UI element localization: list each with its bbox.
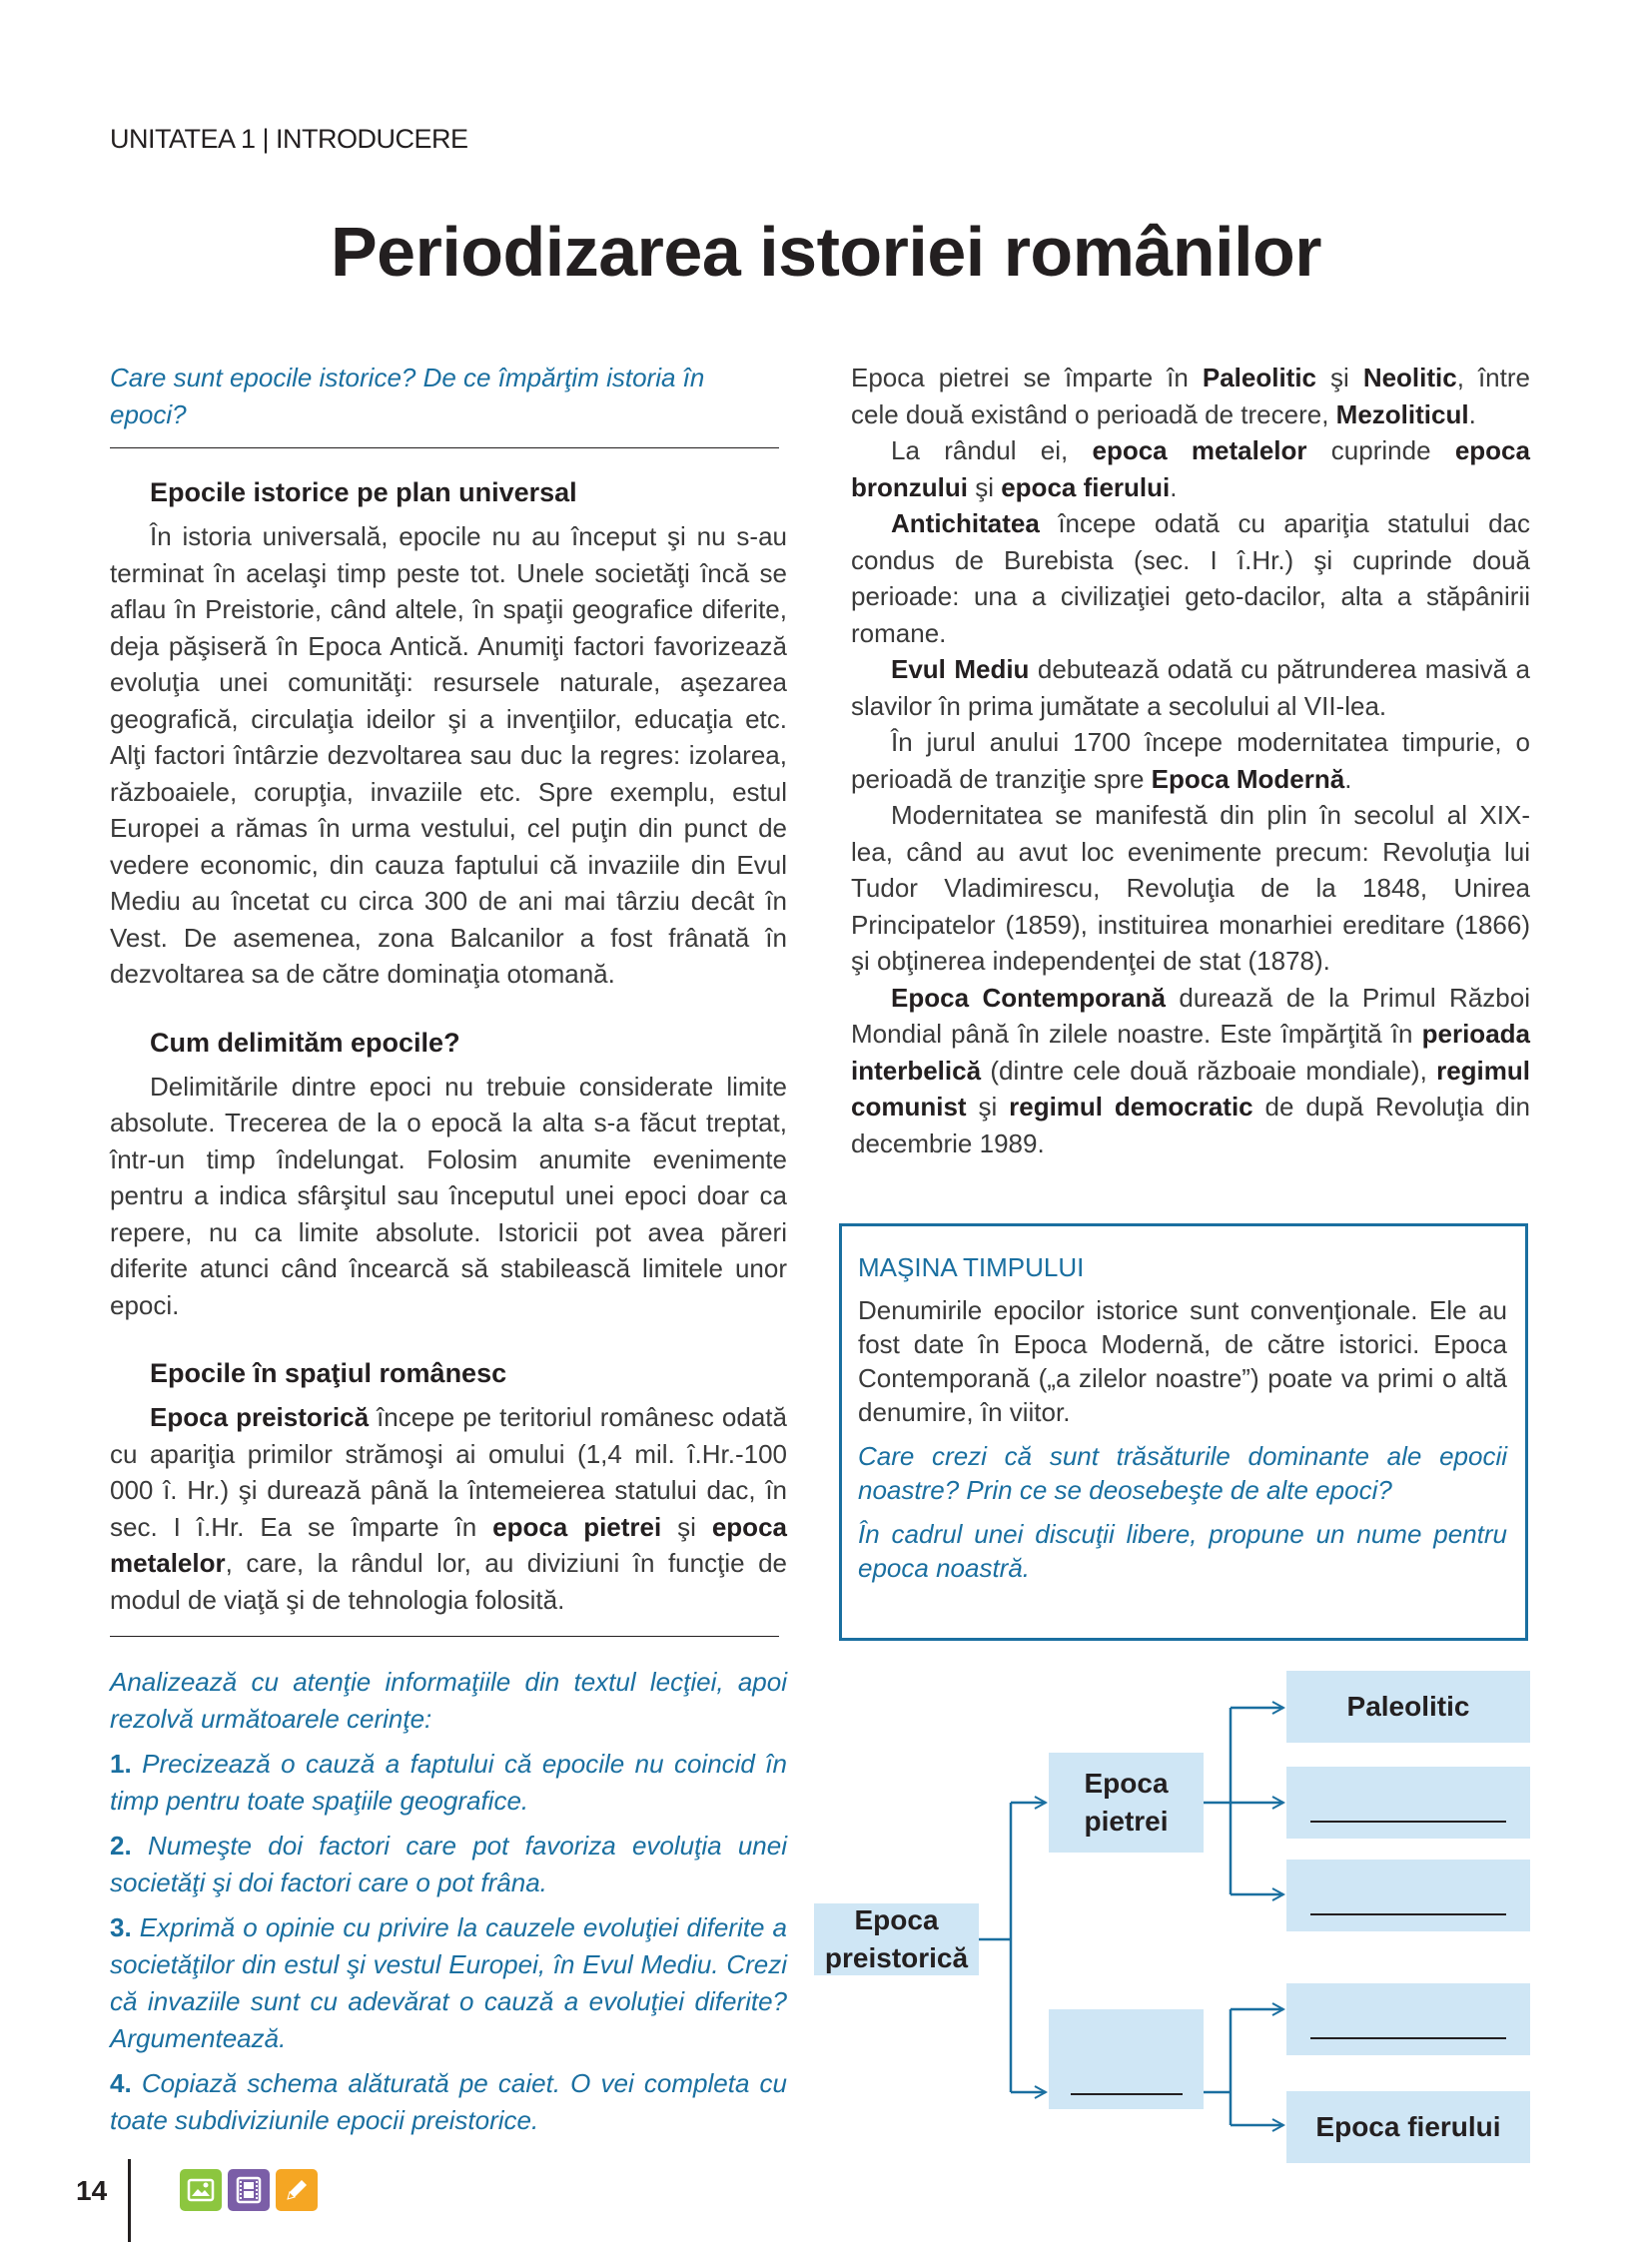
image-icon[interactable]	[180, 2169, 222, 2211]
paragraph: Evul Mediu debutează odată cu pătrunderea masivă a slavilor în prima jumătate a secolului al VII-lea.	[851, 654, 1530, 721]
intro-question: Care sunt epocile istorice? De ce împărţim istoria în epoci?	[110, 363, 705, 429]
unit-header: UNITATEA 1 | INTRODUCERE	[110, 124, 468, 154]
page-number: 14	[76, 2175, 108, 2206]
task-item: 3. Exprimă o opinie cu privire la cauzele evoluţiei diferite a societăţilor din estul şi vestul Europei, în Evul Mediu. Crezi că invaziile sunt cu adevărat o cauză a evoluţiei diferite? Argumentează.	[110, 1912, 787, 2053]
node-blank-metal-age	[1049, 2009, 1204, 2109]
answer-blank	[1310, 1911, 1506, 1915]
section-heading: Epocile istorice pe plan universal	[150, 477, 577, 507]
answer-blank	[1310, 2035, 1506, 2039]
box-question: Care crezi că sunt trăsăturile dominante ale epocii noastre? Prin ce se deosebeşte de alte epoci?	[858, 1441, 1507, 1505]
film-icon[interactable]	[228, 2169, 270, 2211]
node-iron-age: Epoca fierului	[1286, 2091, 1530, 2163]
node-stone-age: Epoca pietrei	[1049, 1753, 1204, 1853]
task-item: 2. Numeşte doi factori care pot favoriza evoluţia unei societăţi şi doi factori care o pot frâna.	[110, 1831, 787, 1897]
paragraph: Epoca pietrei se împarte în Paleolitic şi Neolitic, între cele două existând o perioadă de trecere, Mezoliticul.	[851, 363, 1530, 429]
answer-blank	[1310, 1819, 1506, 1823]
node-blank	[1286, 1983, 1530, 2055]
section-text: Delimitările dintre epoci nu trebuie considerate limite absolute. Trecerea de la o epocă la alta s-a făcut treptat, într-un timp îndelungat. Folosim anumite evenimente pentru a indica sfârşitul sau începutul unei epoci doar ca repere, nu ca limite absolute. Istoricii pot avea păreri diferite atunci când încearcă să stabilească limitele unor epoci.	[110, 1071, 787, 1320]
task-intro: Analizează cu atenţie informaţiile din textul lecţiei, apoi rezolvă următoarele cerinţe:	[110, 1667, 787, 1734]
page-divider	[128, 2159, 131, 2242]
paragraph: Modernitatea se manifestă din plin în secolul al XIX-lea, când au avut loc evenimente precum: Revoluţia lui Tudor Vladimirescu, Revoluţia de la 1848, Unirea Principatelor (1859), instituirea monarhiei ereditare (1866) şi obţinerea independenţei de stat (1878).	[851, 800, 1530, 976]
pencil-icon[interactable]	[276, 2169, 318, 2211]
section-text: Epoca preistorică începe pe teritoriul românesc odată cu apariţia primilor strămoşi ai omului (1,4 mil. î.Hr.-100 000 î. Hr.) şi durează până la întemeierea statului dac, în sec. I î.Hr. Ea se împarte în epoca pietrei şi epoca metalelor, care, la rândul lor, au diviziuni în funcţie de modul de viaţă şi de tehnologia folosită.	[110, 1402, 787, 1615]
box-question: În cadrul unei discuţii libere, propune un nume pentru epoca noastră.	[858, 1519, 1507, 1583]
node-prehistoric-epoch: Epoca preistorică	[814, 1903, 979, 1975]
page-title: Periodizarea istoriei românilor	[330, 213, 1322, 291]
section-heading: Cum delimităm epocile?	[150, 1027, 460, 1058]
task-item: 4. Copiază schema alăturată pe caiet. O vei completa cu toate subdiviziunile epocii preistorice.	[110, 2068, 787, 2135]
answer-blank	[1071, 2091, 1183, 2095]
section-text: În istoria universală, epocile nu au început şi nu s-au terminat în acelaşi timp peste tot. Unele societăţi încă se aflau în Preistorie, când altele, în spaţii geografice diferite, deja păşiseră în Epoca Antică. Anumiţi factori favorizează evoluţia unei comunităţi: resursele naturale, aşezarea geografică, circulaţia ideilor şi a invenţiilor, educaţia etc. Alţi factori întârzie dezvoltarea sau duc la regres: izolarea, războaiele, corupţia, invaziile etc. Spre exemplu, estul Europei a rămas în urma vestului, cel puţin din punct de vedere economic, din cauza faptului că invaziile din Evul Mediu au încetat cu circa 300 de ani mai târziu decât în Vest. De asemenea, zona Balcanilor a fost frânată în dezvoltarea sa de către dominaţia otomană.	[110, 521, 787, 989]
node-blank	[1286, 1767, 1530, 1839]
node-paleolithic: Paleolitic	[1286, 1671, 1530, 1743]
paragraph: La rândul ei, epoca metalelor cuprinde epoca bronzului şi epoca fierului.	[851, 435, 1530, 502]
paragraph: Antichitatea începe odată cu apariţia statului dac condus de Burebista (sec. I î.Hr.) şi cuprinde două perioade: una a civilizaţiei geto-dacilor, alta a stăpânirii romane.	[851, 508, 1530, 648]
paragraph: În jurul anului 1700 începe modernitatea timpurie, o perioadă de tranziţie spre Epoca Modernă.	[851, 727, 1530, 794]
paragraph: Epoca Contemporană durează de la Primul Război Mondial până în zilele noastre. Este împărţită în perioada interbelică (dintre cele două războaie mondiale), regimul comunist şi regimul democratic de după Revoluţia din decembrie 1989.	[851, 982, 1530, 1158]
box-text: Denumirile epocilor istorice sunt convenţionale. Ele au fost date în Epoca Modernă, de către istorici. Epoca Contemporană („a zilelor noastre”) poate va primi o altă denumire, în viitor.	[858, 1295, 1507, 1427]
box-title: MAŞINA TIMPULUI	[858, 1252, 1085, 1282]
section-heading: Epocile în spaţiul românesc	[150, 1358, 507, 1388]
node-blank	[1286, 1860, 1530, 1931]
task-item: 1. Precizează o cauză a faptului că epocile nu coincid în timp pentru toate spaţiile geografice.	[110, 1749, 787, 1816]
